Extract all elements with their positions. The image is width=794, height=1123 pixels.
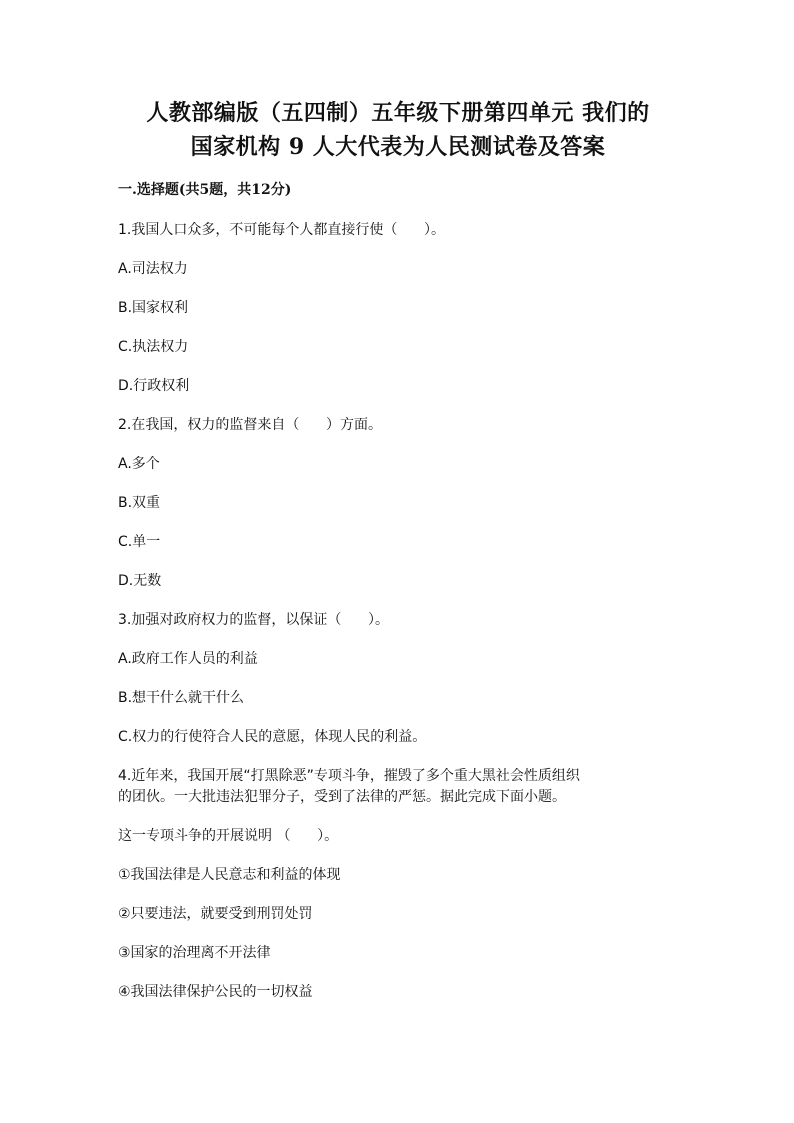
- question-2-option-b: B.双重: [118, 495, 161, 511]
- question-1: [118, 220, 678, 397]
- question-1-stem: 1.我国人口众多，不可能每个人都直接行使（ ）。: [118, 222, 446, 238]
- question-4-statement-1: ①我国法律是人民意志和利益的体现: [118, 867, 341, 883]
- question-1-option-a: A.司法权力: [118, 261, 188, 277]
- section-heading: 一.选择题(共5题，共12分): [118, 182, 292, 198]
- question-4-stem: [118, 766, 678, 808]
- question-4-stem-line-2: 的团伙。一大批违法犯罪分子，受到了法律的严惩。据此完成下面小题。: [118, 789, 566, 805]
- question-2: [118, 415, 678, 592]
- question-1-option-b: B.国家权利: [118, 300, 189, 316]
- question-4-sub-stem: 这一专项斗争的开展说明 （ ）。: [118, 828, 339, 844]
- title-line-2: 国家机构 9 人大代表为人民测试卷及答案: [190, 134, 606, 160]
- title-line-1: 人教部编版（五四制）五年级下册第四单元 我们的: [146, 100, 650, 126]
- document-title: [118, 96, 678, 164]
- question-4-statement-4: ④我国法律保护公民的一切权益: [118, 984, 313, 1000]
- question-2-option-a: A.多个: [118, 456, 160, 472]
- question-3-option-b: B.想干什么就干什么: [118, 690, 245, 706]
- question-3: [118, 610, 678, 748]
- question-2-stem: 2.在我国，权力的监督来自（ ）方面。: [118, 417, 383, 433]
- question-3-option-c: C.权力的行使符合人民的意愿，体现人民的利益。: [118, 729, 427, 745]
- question-4: [118, 766, 678, 1003]
- question-4-statement-2: ②只要违法，就要受到刑罚处罚: [118, 906, 313, 922]
- question-1-option-c: C.执法权力: [118, 339, 189, 355]
- question-1-option-d: D.行政权利: [118, 378, 190, 394]
- question-3-option-a: A.政府工作人员的利益: [118, 651, 258, 667]
- question-2-option-c: C.单一: [118, 534, 161, 550]
- question-3-stem: 3.加强对政府权力的监督，以保证（ ）。: [118, 612, 390, 628]
- question-2-option-d: D.无数: [118, 573, 162, 589]
- question-4-stem-line-1: 4.近年来，我国开展“打黑除恶”专项斗争，摧毁了多个重大黑社会性质组织: [118, 768, 580, 784]
- question-4-statement-3: ③国家的治理离不开法律: [118, 945, 271, 961]
